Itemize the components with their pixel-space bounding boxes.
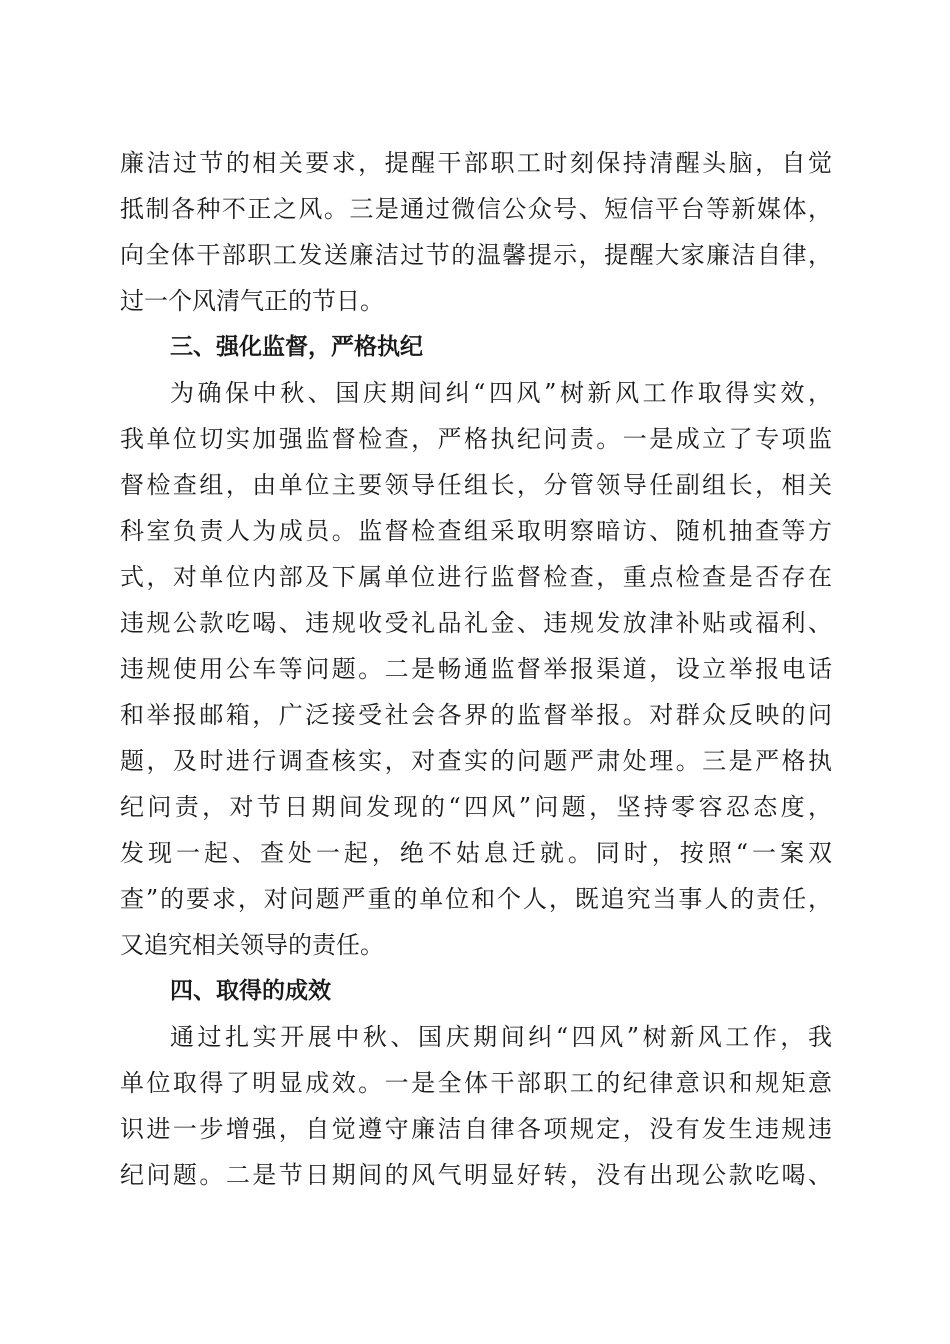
body-line: 又追究相关领导的责任。 (120, 931, 384, 959)
body-line: 识进一步增强，自觉遵守廉洁自律各项规定，没有发生违规违 (120, 1115, 832, 1143)
body-line: 查”的要求，对问题严重的单位和个人，既追究当事人的责任， (120, 885, 832, 913)
body-line: 发现一起、查处一起，绝不姑息迁就。同时，按照“一案双 (120, 839, 832, 867)
body-line: 向全体干部职工发送廉洁过节的温馨提示，提醒大家廉洁自律， (120, 241, 832, 269)
body-line: 督检查组，由单位主要领导任组长，分管领导任副组长，相关 (120, 471, 832, 499)
body-line: 我单位切实加强监督检查，严格执纪问责。一是成立了专项监 (120, 425, 832, 453)
body-line: 通过扎实开展中秋、国庆期间纠“四风”树新风工作，我 (170, 1023, 832, 1051)
body-line: 为确保中秋、国庆期间纠“四风”树新风工作取得实效， (170, 379, 832, 407)
body-line: 纪问责，对节日期间发现的“四风”问题，坚持零容忍态度， (120, 793, 832, 821)
body-line: 过一个风清气正的节日。 (120, 287, 384, 315)
body-line: 廉洁过节的相关要求，提醒干部职工时刻保持清醒头脑，自觉 (120, 149, 832, 177)
body-line: 纪问题。二是节日期间的风气明显好转，没有出现公款吃喝、 (120, 1161, 832, 1189)
body-line: 违规使用公车等问题。二是畅通监督举报渠道，设立举报电话 (120, 655, 832, 683)
body-line: 式，对单位内部及下属单位进行监督检查，重点检查是否存在 (120, 563, 832, 591)
body-line: 单位取得了明显成效。一是全体干部职工的纪律意识和规矩意 (120, 1069, 832, 1097)
section-heading: 三、强化监督，严格执纪 (170, 334, 423, 360)
body-line: 抵制各种不正之风。三是通过微信公众号、短信平台等新媒体， (120, 195, 832, 223)
body-line: 和举报邮箱，广泛接受社会各界的监督举报。对群众反映的问 (120, 701, 832, 729)
body-line: 违规公款吃喝、违规收受礼品礼金、违规发放津补贴或福利、 (120, 609, 832, 637)
body-line: 题，及时进行调查核实，对查实的问题严肃处理。三是严格执 (120, 747, 832, 775)
body-line: 科室负责人为成员。监督检查组采取明察暗访、随机抽查等方 (120, 517, 832, 545)
section-heading: 四、取得的成效 (170, 978, 331, 1004)
